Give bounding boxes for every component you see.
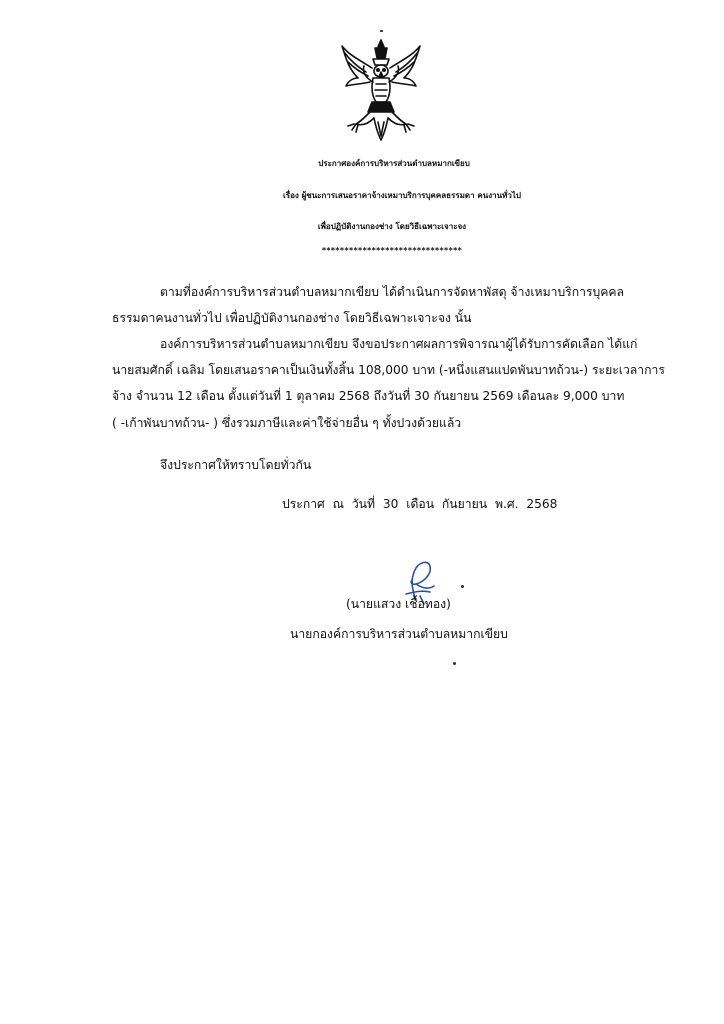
paragraph-2-line-2: นายสมศักดิ์ เฉลิม โดยเสนอราคาเป็นเงินทั้งสิ้น 108,000 บาท (-หนึ่งแสนแปดพันบาทถ้วน-) ระยะเวลาการ <box>112 363 665 377</box>
ink-dot <box>461 585 464 588</box>
paragraph-3: จึงประกาศให้ทราบโดยทั่วกัน <box>160 458 312 472</box>
paragraph-2-line-1: องค์การบริหารส่วนตำบลหมากเขียบ จึงขอประกาศผลการพิจารณาผู้ได้รับการคัดเลือก ได้แก่ <box>160 337 638 351</box>
announcement-title: ประกาศองค์การบริหารส่วนตำบลหมากเขียบ <box>318 159 470 168</box>
title-separator: ******************************* <box>321 246 463 255</box>
announcement-subject-continued: เพื่อปฏิบัติงานกองช่าง โดยวิธีเฉพาะเจาะจง <box>317 222 467 231</box>
paragraph-1-line-1: ตามที่องค์การบริหารส่วนตำบลหมากเขียบ ได้ดำเนินการจัดหาพัสดุ จ้างเหมาบริการบุคคล <box>160 285 625 299</box>
announcement-subject: เรื่อง ผู้ชนะการเสนอราคาจ้างเหมาบริการบุคคลธรรมดา คนงานทั่วไป <box>283 191 521 200</box>
signer-position: นายกองค์การบริหารส่วนตำบลหมากเขียบ <box>290 627 508 641</box>
paragraph-1-line-2: ธรรมดาคนงานทั่วไป เพื่อปฏิบัติงานกองช่าง โดยวิธีเฉพาะเจาะจง นั้น <box>112 311 472 325</box>
scan-speck <box>380 30 383 32</box>
paragraph-2-line-3: จ้าง จำนวน 12 เดือน ตั้งแต่วันที่ 1 ตุลาคม 2568 ถึงวันที่ 30 กันยายน 2569 เดือนละ 9,000 บาท <box>112 389 625 403</box>
signer-name: (นายแสวง เชื้อทอง) <box>346 597 451 611</box>
garuda-emblem-icon <box>338 38 424 142</box>
announcement-date: ประกาศ ณ วันที่ 30 เดือน กันยายน พ.ศ. 2568 <box>282 497 558 511</box>
scan-speck <box>453 662 456 665</box>
paragraph-2-line-4: ( -เก้าพันบาทถ้วน- ) ซึ่งรวมภาษีและค่าใช้จ่ายอื่น ๆ ทั้งปวงด้วยแล้ว <box>112 416 462 430</box>
